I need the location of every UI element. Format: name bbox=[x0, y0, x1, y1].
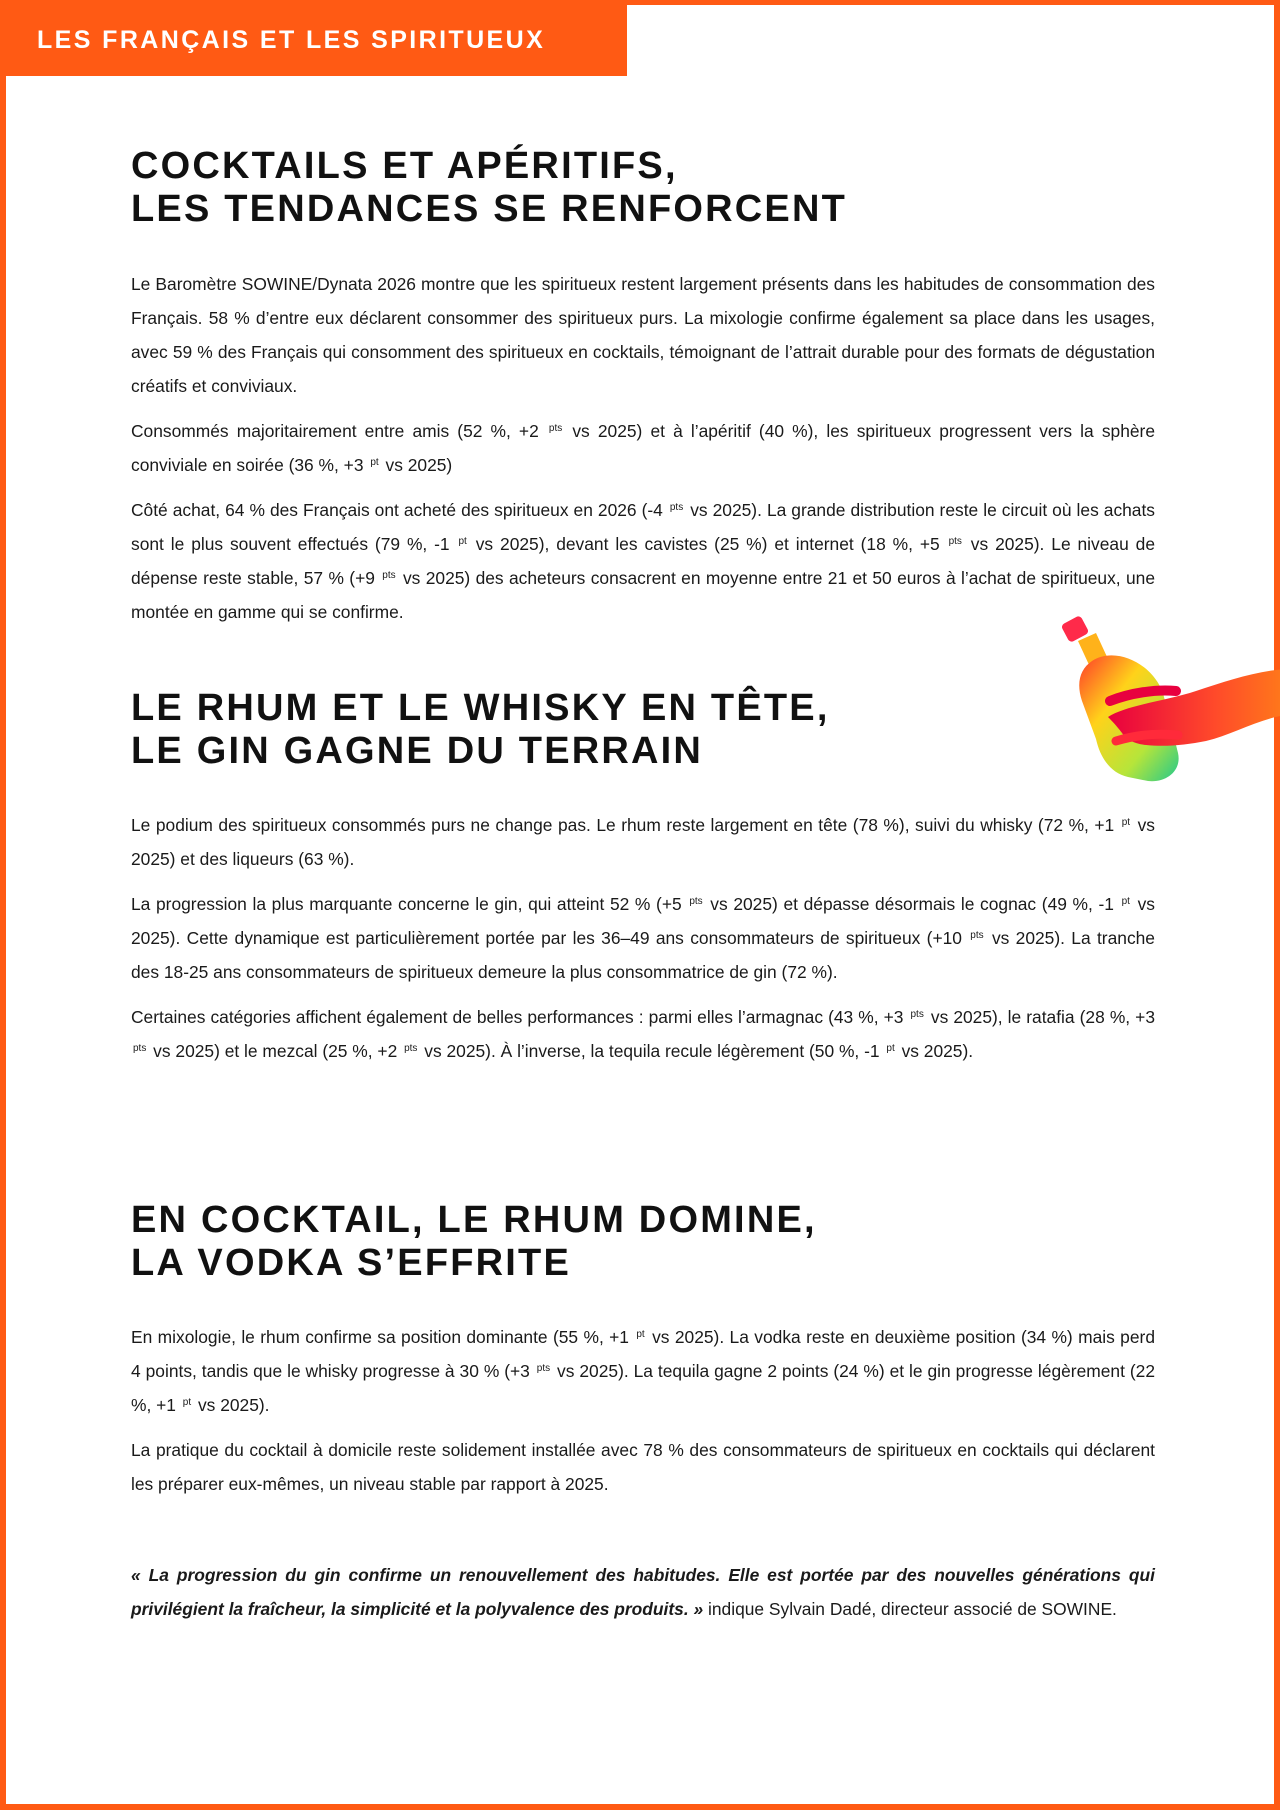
header-tag: LES FRANÇAIS ET LES SPIRITUEUX bbox=[6, 5, 627, 76]
title-line: EN COCKTAIL, LE RHUM DOMINE, bbox=[131, 1199, 817, 1241]
section-title bbox=[131, 687, 1155, 773]
title-line: LA VODKA S’EFFRITE bbox=[131, 1242, 572, 1284]
section-cocktails bbox=[131, 145, 1155, 640]
paragraph: La progression la plus marquante concerne le gin, qui atteint 52 % (+5 $^{pts}$ vs 2025) et dépasse désormais le cognac (49 %, -1 $^{pt}$ vs 2025). Cette dynamique est particulièrement portée par les 36–49 ans consommateurs de spiritueux (+10 $^{pts}$ vs 2025). La tranche des 18-25 ans consommateurs de spiritueux demeure la plus consommatrice de gin (72 %). bbox=[131, 894, 1155, 982]
paragraph: Le Baromètre SOWINE/Dynata 2026 montre que les spiritueux restent largement présents dans les habitudes de consommation des Français. 58 % d’entre eux déclarent consommer des spiritueux purs. La mixologie confirme également sa place dans les usages, avec 59 % des Français qui consomment des spiritueux en cocktails, témoignant de l’attrait durable pour des formats de dégustation créatifs et conviviaux. bbox=[131, 274, 1155, 396]
paragraph: La pratique du cocktail à domicile reste solidement installée avec 78 % des consommateurs de spiritueux en cocktails qui déclarent les préparer eux-mêmes, un niveau stable par rapport à 2025. bbox=[131, 1440, 1155, 1494]
quote bbox=[131, 1558, 1155, 1626]
quote-block bbox=[131, 1558, 1155, 1637]
title-line: COCKTAILS ET APÉRITIFS, bbox=[131, 145, 678, 187]
quote-attribution: indique Sylvain Dadé, directeur associé de SOWINE. bbox=[703, 1599, 1117, 1619]
title-line: LE GIN GAGNE DU TERRAIN bbox=[131, 730, 704, 772]
title-line: LES TENDANCES SE RENFORCENT bbox=[131, 188, 848, 230]
title-line: LE RHUM ET LE WHISKY EN TÊTE, bbox=[131, 687, 830, 729]
paragraph: Côté achat, 64 % des Français ont acheté des spiritueux en 2026 (-4 $^{pts}$ vs 2025). La grande distribution reste le circuit où les achats sont le plus souvent effectués (79 %, -1 $^{pt}$ vs 2025), devant les cavistes (25 %) et internet (18 %, +5 $^{pts}$ vs 2025). Le niveau de dépense reste stable, 57 % (+9 $^{pts}$ vs 2025) des acheteurs consacrent en moyenne entre 21 et 50 euros à l’achat de spiritueux, une montée en gamme qui se confirme. bbox=[131, 500, 1156, 622]
paragraph: En mixologie, le rhum confirme sa position dominante (55 %, +1 $^{pt}$ vs 2025). La vodka reste en deuxième position (34 %) mais perd 4 points, tandis que le whisky progresse à 30 % (+3 $^{pts}$ vs 2025). La tequila gagne 2 points (24 %) et le gin progresse légèrement (22 %, +1 $^{pt}$ vs 2025). bbox=[131, 1327, 1155, 1415]
section-title bbox=[131, 145, 1155, 231]
section-cocktail-rhum bbox=[131, 1199, 1155, 1512]
section-title bbox=[131, 1199, 1155, 1285]
quote-text: « La progression du gin confirme un renouvellement des habitudes. Elle est portée par des nouvelles générations qui privilégient la fraîcheur, la simplicité et la polyvalence des produits. » bbox=[131, 1565, 1155, 1619]
paragraph: Certaines catégories affichent également de belles performances : parmi elles l’armagnac (43 %, +3 $^{pts}$ vs 2025), le ratafia (28 %, +3 $^{pts}$ vs 2025) et le mezcal (25 %, +2 $^{pts}$ vs 2025). À l’inverse, la tequila recule légèrement (50 %, -1 $^{pt}$ vs 2025). bbox=[131, 1007, 1155, 1061]
section-rhum-whisky bbox=[131, 687, 1155, 1079]
paragraph: Consommés majoritairement entre amis (52 %, +2 $^{pts}$ vs 2025) et à l’apéritif (40 %), les spiritueux progressent vers la sphère conviviale en soirée (36 %, +3 $^{pt}$ vs 2025) bbox=[131, 421, 1156, 475]
paragraph: Le podium des spiritueux consommés purs ne change pas. Le rhum reste largement en tête (78 %), suivi du whisky (72 %, +1 $^{pt}$ vs 2025) et des liqueurs (63 %). bbox=[131, 815, 1155, 869]
